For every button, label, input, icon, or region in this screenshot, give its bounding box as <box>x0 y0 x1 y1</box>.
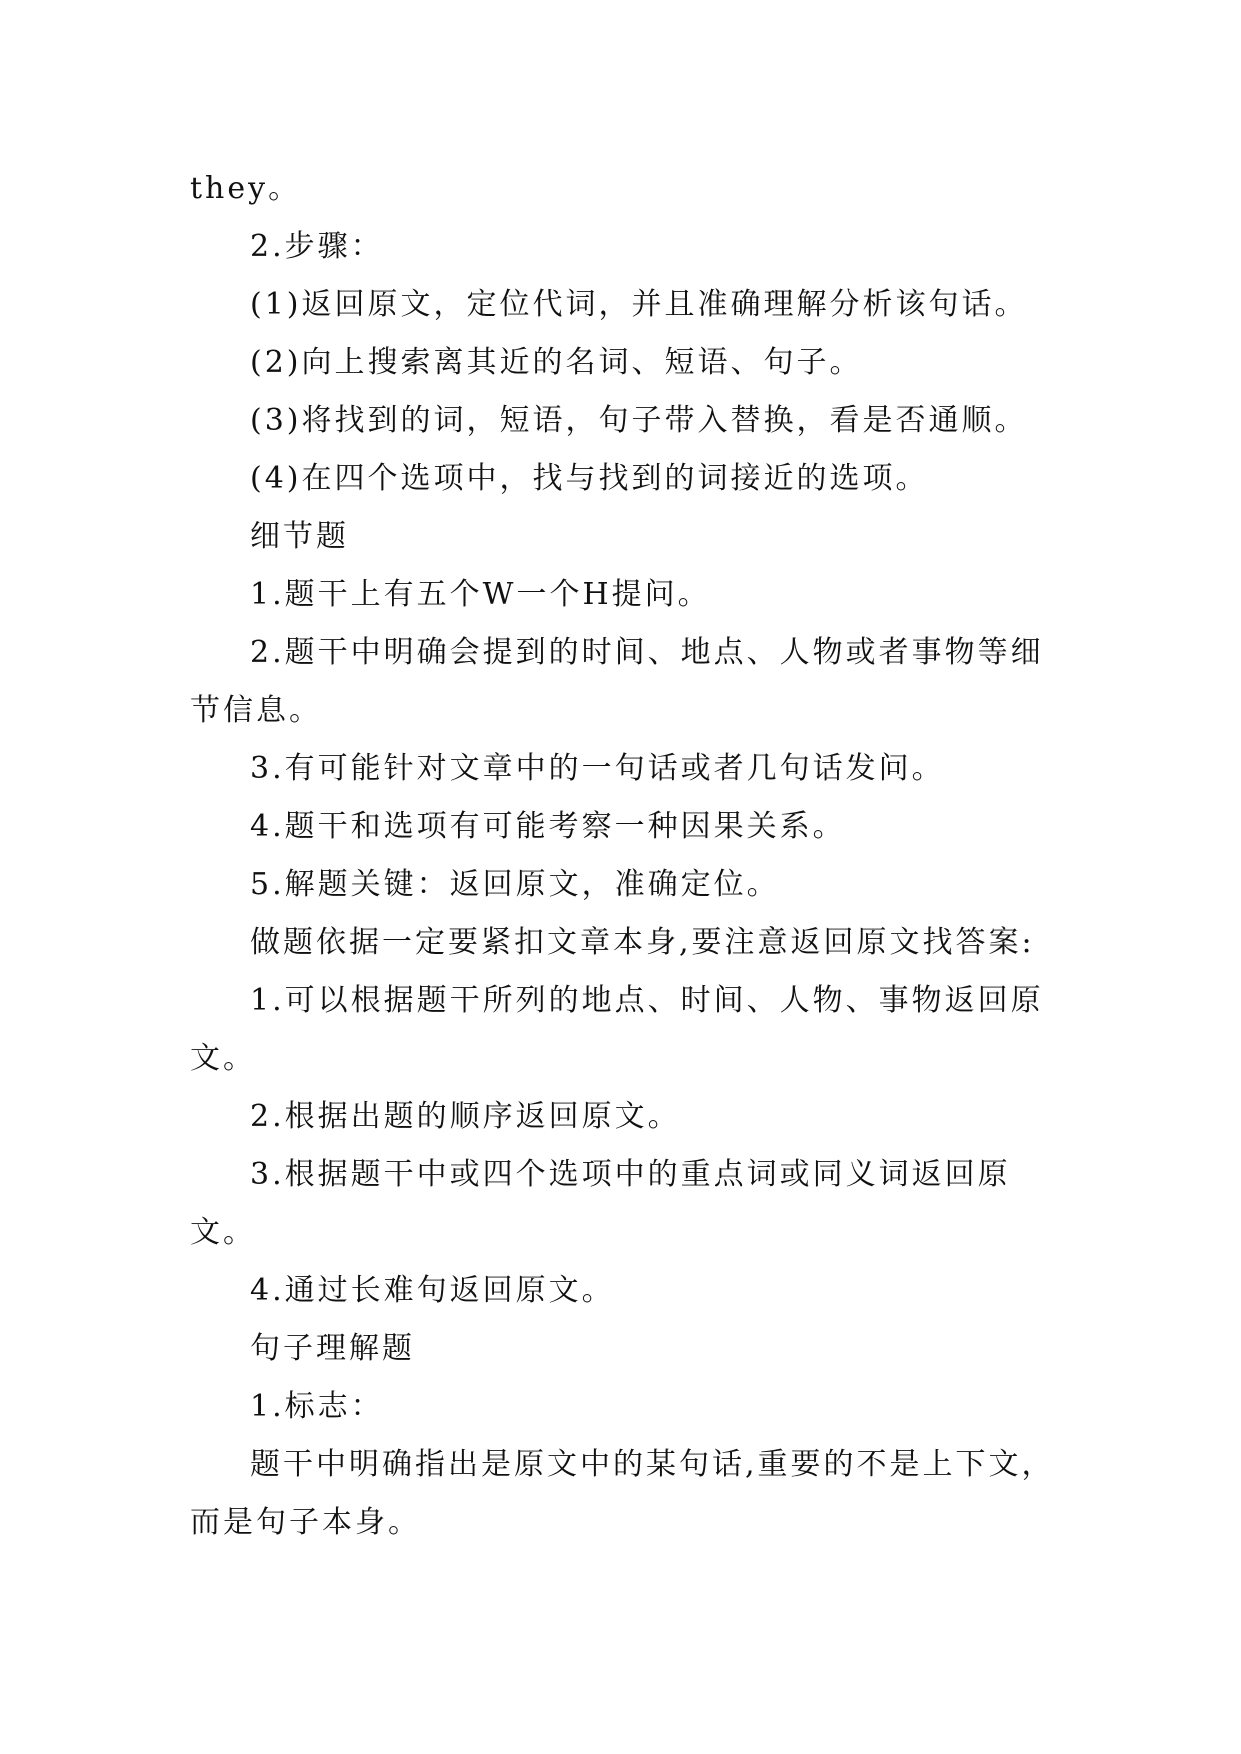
paragraph: (1)返回原文，定位代词，并且准确理解分析该句话。 <box>250 287 1028 322</box>
paragraph: 1.题干上有五个W一个H提问。 <box>250 577 711 612</box>
paragraph: 2.根据出题的顺序返回原文。 <box>250 1099 681 1134</box>
paragraph: 1.标志： <box>250 1389 384 1424</box>
paragraph: 1.可以根据题干所列的地点、时间、人物、事物返回原文。 <box>190 983 1044 1076</box>
document-body <box>190 160 1055 1552</box>
paragraph: 题干中明确指出是原文中的某句话,重要的不是上下文，而是句子本身。 <box>190 1447 1055 1540</box>
paragraph: 2.题干中明确会提到的时间、地点、人物或者事物等细节信息。 <box>190 635 1044 728</box>
section-heading: 细节题 <box>250 519 349 554</box>
section-heading: 句子理解题 <box>250 1331 415 1366</box>
paragraph: 做题依据一定要紧扣文章本身,要注意返回原文找答案: <box>250 925 1035 960</box>
paragraph: they。 <box>190 171 302 206</box>
paragraph: (2)向上搜索离其近的名词、短语、句子。 <box>250 345 863 380</box>
paragraph: (3)将找到的词，短语，句子带入替换，看是否通顺。 <box>250 403 1028 438</box>
paragraph: 4.题干和选项有可能考察一种因果关系。 <box>250 809 846 844</box>
paragraph: 4.通过长难句返回原文。 <box>250 1273 615 1308</box>
paragraph: 5.解题关键：返回原文，准确定位。 <box>250 867 780 902</box>
paragraph: 3.有可能针对文章中的一句话或者几句话发问。 <box>250 751 945 786</box>
paragraph: 3.根据题干中或四个选项中的重点词或同义词返回原文。 <box>190 1157 1011 1250</box>
paragraph: (4)在四个选项中，找与找到的词接近的选项。 <box>250 461 929 496</box>
paragraph: 2.步骤： <box>250 229 384 264</box>
